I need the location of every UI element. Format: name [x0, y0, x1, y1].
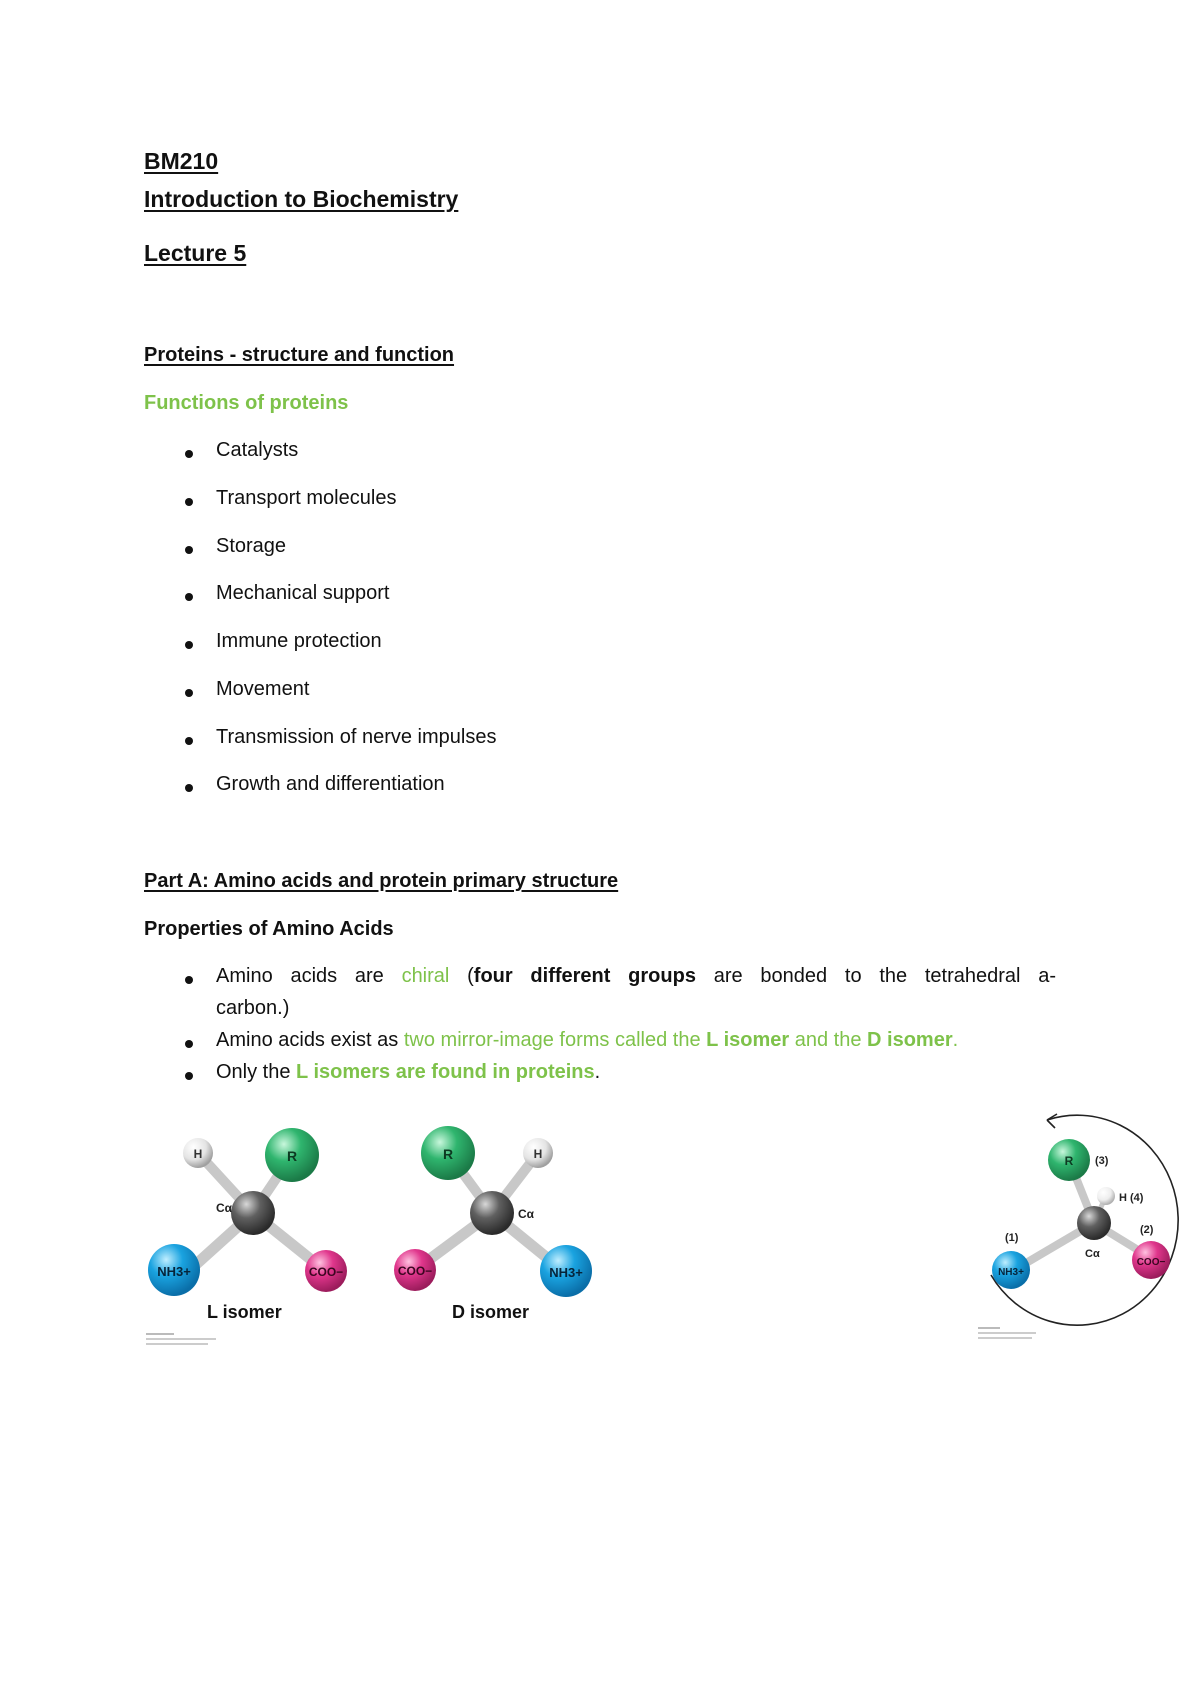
- isomer-bullet: [216, 1029, 958, 1052]
- l-isomer-bullet: [216, 1061, 600, 1084]
- list-item: Catalysts: [216, 439, 299, 461]
- atom-label-coo: COO−: [397, 1264, 433, 1278]
- list-item: Storage: [216, 535, 287, 557]
- section-heading-part-a: Part A: Amino acids and protein primary structure: [144, 870, 619, 892]
- hydrogen-atom: [1097, 1187, 1115, 1205]
- priority-label-2: (2): [1140, 1224, 1154, 1236]
- bullet-dot: [185, 1072, 193, 1080]
- alpha-carbon-atom: [470, 1191, 514, 1235]
- l-isomer-caption: L isomer: [207, 1302, 282, 1322]
- lecture-title: Lecture 5: [144, 240, 247, 266]
- bullet-dot: [185, 450, 193, 458]
- d-isomer-caption: D isomer: [452, 1302, 530, 1322]
- list-item: Transport molecules: [216, 487, 397, 509]
- bullet-dot: [185, 641, 193, 649]
- atom-label-r: R: [286, 1148, 298, 1164]
- chiral-bullet-line2: carbon.): [216, 997, 290, 1019]
- alpha-carbon-atom: [231, 1191, 275, 1235]
- priority-label-4: H (4): [1119, 1192, 1144, 1204]
- l-isomer-term: L isomer: [706, 1029, 790, 1051]
- chiral-bullet-line1: [216, 965, 1056, 988]
- atom-label-coo: COO−: [1136, 1257, 1166, 1268]
- atom-label-ca: Cα: [1085, 1248, 1100, 1260]
- text-run: Amino acids are: [216, 965, 384, 987]
- text-run: (: [467, 965, 474, 987]
- text-run: Only the: [216, 1061, 291, 1083]
- l-isomer-molecule: [148, 1128, 347, 1296]
- text-run: and the: [794, 1029, 862, 1051]
- bullet-dot: [185, 1040, 193, 1048]
- d-isomer-term: D isomer: [867, 1029, 953, 1051]
- bullet-dot: [185, 689, 193, 697]
- bullet-dot: [185, 593, 193, 601]
- atom-label-coo: COO−: [308, 1265, 344, 1279]
- section-heading-proteins: Proteins - structure and function: [144, 344, 455, 366]
- atom-label-h: H: [193, 1147, 203, 1161]
- functions-subheading: Functions of proteins: [144, 392, 349, 414]
- priority-label-1: (1): [1005, 1232, 1019, 1244]
- text-run: Amino acids exist as: [216, 1029, 399, 1051]
- list-item: Immune protection: [216, 630, 382, 652]
- text-run: are bonded to the tetrahedral a-: [713, 965, 1057, 987]
- course-code: BM210: [144, 148, 219, 174]
- properties-subheading: Properties of Amino Acids: [144, 918, 394, 940]
- bullet-dot: [185, 546, 193, 554]
- figure-credit-smudge: [146, 1331, 218, 1349]
- atom-label-r: R: [442, 1146, 454, 1162]
- rotation-arrowhead: [1047, 1114, 1057, 1128]
- atom-label-ca: Cα: [518, 1207, 535, 1221]
- d-isomer-molecule: [394, 1126, 592, 1297]
- alpha-carbon-atom: [1077, 1206, 1111, 1240]
- atom-label-nh3: NH3+: [157, 1264, 191, 1279]
- l-isomers-proteins-term: L isomers are found in proteins: [296, 1061, 595, 1083]
- list-item: Growth and differentiation: [216, 773, 445, 795]
- text-run: .: [594, 1061, 601, 1083]
- text-run: two mirror-image forms called the: [403, 1029, 701, 1051]
- figure-credit-smudge: [978, 1327, 1040, 1341]
- atom-label-ca: Cα: [216, 1201, 233, 1215]
- atom-label-nh3: NH3+: [998, 1267, 1024, 1278]
- bullet-dot: [185, 976, 193, 984]
- chiral-term: chiral: [401, 965, 450, 987]
- bullet-dot: [185, 737, 193, 745]
- priority-label-3: (3): [1095, 1155, 1109, 1167]
- bullet-dot: [185, 498, 193, 506]
- list-item: Transmission of nerve impulses: [216, 726, 497, 748]
- text-run: .: [952, 1029, 959, 1051]
- list-item: Mechanical support: [216, 582, 390, 604]
- atom-label-r: R: [1064, 1154, 1074, 1168]
- bullet-dot: [185, 784, 193, 792]
- atom-label-h: H: [533, 1147, 543, 1161]
- list-item: Movement: [216, 678, 310, 700]
- four-groups-term: four different groups: [473, 965, 696, 987]
- course-title: Introduction to Biochemistry: [144, 186, 459, 212]
- atom-label-nh3: NH3+: [549, 1265, 583, 1280]
